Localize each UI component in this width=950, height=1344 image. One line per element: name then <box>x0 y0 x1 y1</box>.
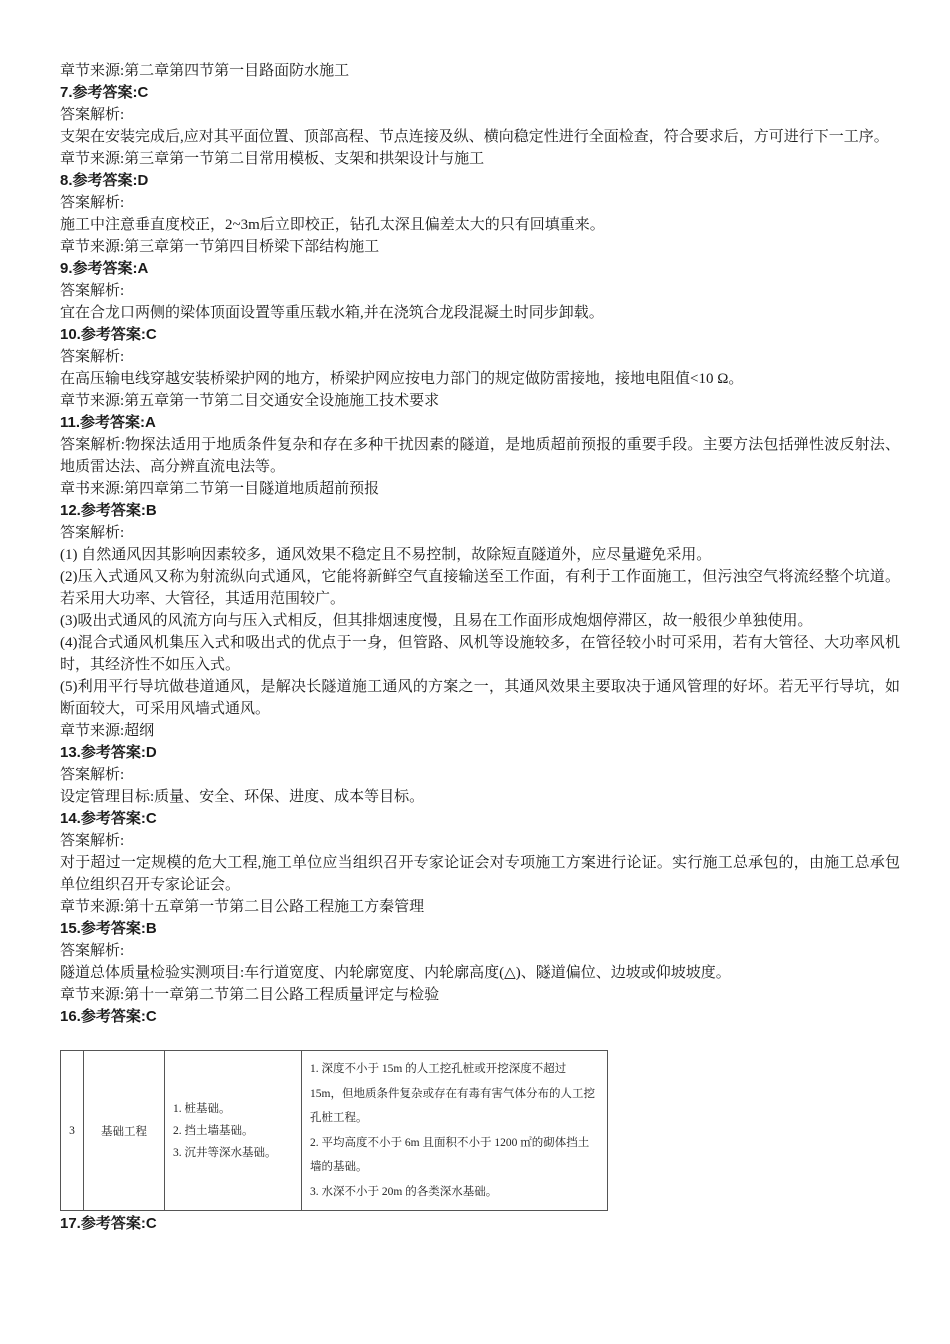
table-item: 2. 挡土墙基础。 <box>173 1124 254 1137</box>
text-line: 答案解析:物探法适用于地质条件复杂和存在多种干扰因素的隧道，是地质超前预报的重要手段。主要方法包括弹性波反射法、地质雷达法、高分辨直流电法等。 <box>60 437 900 475</box>
text-line: 答案解析: <box>60 349 125 365</box>
table-desc-line: 2. 平均高度不小于 6m 且面积不小于 1200 ㎡的砌体挡土墙的基础。 <box>310 1136 590 1173</box>
document-page <box>60 60 900 1235</box>
text-line: (5)利用平行导坑做巷道通风，是解决长隧道施工通风的方案之一，其通风效果主要取决于通风管理的好坏。若无平行导坑，如断面较大，可采用风墙式通风。 <box>60 679 900 717</box>
foundation-table-wrap <box>60 1050 900 1211</box>
table-cell-items <box>165 1051 302 1211</box>
answer-content <box>60 60 900 1028</box>
text-line: 章书来源:第四章第二节第一目隧道地质超前预报 <box>60 481 380 497</box>
text-line: 宜在合龙口两侧的梁体顶面设置等重压载水箱,并在浇筑合龙段混凝土时同步卸载。 <box>60 305 604 321</box>
text-line: (1) 自然通风因其影响因素较多，通风效果不稳定且不易控制，故除短直隧道外，应尽量避免采用。 <box>60 547 712 563</box>
text-line: (4)混合式通风机集压入式和吸出式的优点于一身，但管路、风机等设施较多，在管径较小时可采用，若有大管径、大功率风机时，其经济性不如压入式。 <box>60 635 900 673</box>
text-line: 答案解析: <box>60 107 125 123</box>
text-line: 对于超过一定规模的危大工程,施工单位应当组织召开专家论证会对专项施工方案进行论证。实行施工总承包的，由施工总承包单位组织召开专家论证会。 <box>60 855 900 893</box>
text-line: 章节来源:第十一章第二节第二目公路工程质量评定与检验 <box>60 987 440 1003</box>
text-line: 支架在安装完成后,应对其平面位置、顶部高程、节点连接及纵、横向稳定性进行全面检查，符合要求后，方可进行下一工序。 <box>60 129 889 145</box>
text-line: 章节来源:第十五章第一节第二目公路工程施工方秦管理 <box>60 899 425 915</box>
answer-heading: 14.参考答案:C <box>60 810 157 827</box>
text-line: (2)压入式通风又称为射流纵向式通风，它能将新鲜空气直接输送至工作面，有利于工作面施工，但污浊空气将流经整个坑道。若采用大功率、大管径，其适用范围较广。 <box>60 569 900 607</box>
text-line: (3)吸出式通风的风流方向与压入式相反，但其排烟速度慢，且易在工作面形成炮烟停滞区，故一般很少单独使用。 <box>60 613 813 629</box>
table-row <box>61 1051 608 1211</box>
text-line: 施工中注意垂直度校正，2~3m后立即校正，钻孔太深且偏差太大的只有回填重来。 <box>60 217 605 233</box>
answer-heading: 11.参考答案:A <box>60 414 156 431</box>
answer-heading: 10.参考答案:C <box>60 326 157 343</box>
text-line: 章节来源:第二章第四节第一目路面防水施工 <box>60 63 350 79</box>
text-line: 在高压输电线穿越安装桥梁护网的地方，桥梁护网应按电力部门的规定做防雷接地，接地电阻值<10 Ω。 <box>60 371 744 387</box>
table-cell-name: 基础工程 <box>84 1051 165 1211</box>
table-item: 3. 沉井等深水基础。 <box>173 1146 277 1159</box>
answer-heading: 8.参考答案:D <box>60 172 149 189</box>
text-line: 答案解析: <box>60 943 125 959</box>
text-line: 答案解析: <box>60 525 125 541</box>
answer-heading: 12.参考答案:B <box>60 502 157 519</box>
table-cell-no: 3 <box>61 1051 84 1211</box>
answer-heading: 13.参考答案:D <box>60 744 157 761</box>
answer-heading: 15.参考答案:B <box>60 920 157 937</box>
text-line: 章节来源:超纲 <box>60 723 155 739</box>
text-line: 答案解析: <box>60 195 125 211</box>
text-line: 答案解析: <box>60 283 125 299</box>
answer-heading: 9.参考答案:A <box>60 260 149 277</box>
answer-heading: 16.参考答案:C <box>60 1008 157 1025</box>
text-line: 章节来源:第三章第一节第二目常用模板、支架和拱架设计与施工 <box>60 151 485 167</box>
answer-heading: 17.参考答案:C <box>60 1215 157 1232</box>
table-cell-desc <box>302 1051 608 1211</box>
text-line: 答案解析: <box>60 833 125 849</box>
text-line: 章节来源:第五章第一节第二目交通安全设施施工技术要求 <box>60 393 440 409</box>
text-line: 设定管理目标:质量、安全、环保、进度、成本等目标。 <box>60 789 425 805</box>
text-line: 答案解析: <box>60 767 125 783</box>
table-desc-line: 3. 水深不小于 20m 的各类深水基础。 <box>310 1185 498 1198</box>
text-line: 章节来源:第三章第一节第四目桥梁下部结构施工 <box>60 239 380 255</box>
foundation-engineering-table <box>60 1050 608 1211</box>
table-desc-line: 1. 深度不小于 15m 的人工挖孔桩或开挖深度不超过 15m，但地质条件复杂或存在有毒有害气体分布的人工挖孔桩工程。 <box>310 1063 595 1124</box>
table-item: 1. 桩基础。 <box>173 1102 231 1115</box>
answer-heading: 7.参考答案:C <box>60 84 149 101</box>
text-line: 隧道总体质量检验实测项目:车行道宽度、内轮廓宽度、内轮廓高度(△)、隧道偏位、边坡或仰坡坡度。 <box>60 965 731 981</box>
